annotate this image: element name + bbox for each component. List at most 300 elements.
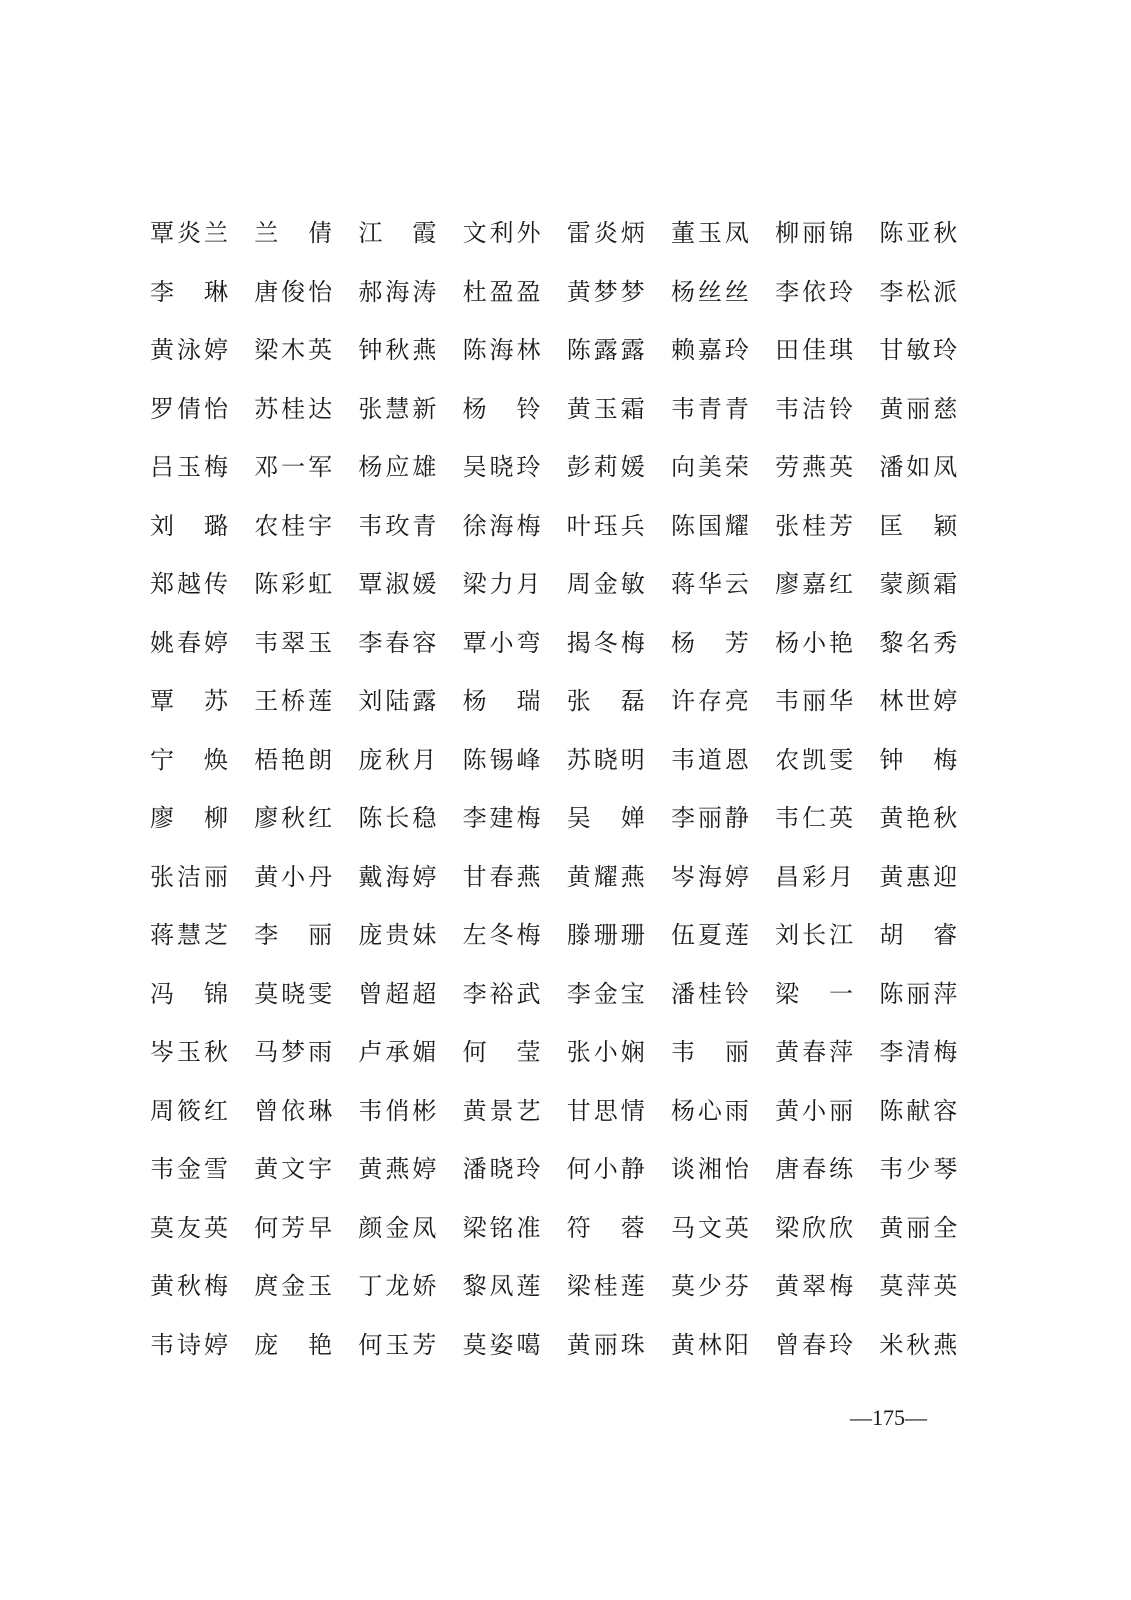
name-text: 谈湘怡 (670, 1155, 749, 1184)
names-grid (150, 204, 958, 1374)
name-cell (567, 511, 671, 541)
name-text: 罗倩怡 (150, 394, 228, 423)
name-row (150, 965, 958, 1024)
name-cell (567, 569, 671, 599)
name-text: 覃小弯 (462, 628, 541, 657)
name-text: 吕玉梅 (150, 453, 228, 482)
name-text: 蒋华云 (670, 570, 749, 599)
name-cell (879, 218, 957, 248)
name-text: 马文英 (670, 1213, 749, 1242)
name-text: 甘敏玲 (879, 336, 958, 365)
name-cell (150, 979, 254, 1009)
name-text: 庞秋月 (358, 745, 437, 774)
name-row (150, 1023, 958, 1082)
name-text: 莫少芬 (670, 1272, 749, 1301)
name-cell (775, 1271, 879, 1301)
name-text: 李 丽 (254, 921, 333, 950)
name-text: 莫友英 (150, 1213, 228, 1242)
name-text: 周筱红 (150, 1096, 228, 1125)
name-text: 黄耀燕 (566, 862, 645, 891)
name-cell (463, 1096, 567, 1126)
name-cell (671, 920, 775, 950)
name-cell (150, 1096, 254, 1126)
name-text: 杨 铃 (462, 394, 541, 423)
name-cell (150, 1037, 254, 1067)
name-text: 董玉凤 (670, 219, 749, 248)
name-text: 曾超超 (358, 979, 437, 1008)
name-text: 覃淑媛 (358, 570, 437, 599)
name-cell (567, 1330, 671, 1360)
name-text: 黎名秀 (879, 628, 958, 657)
name-text: 邓一军 (254, 453, 333, 482)
name-cell (879, 569, 957, 599)
name-text: 兰 倩 (254, 219, 333, 248)
name-text: 黄惠迎 (879, 862, 958, 891)
name-cell (671, 335, 775, 365)
name-row (150, 497, 958, 556)
name-text: 卢承媚 (358, 1038, 437, 1067)
name-cell (567, 1154, 671, 1184)
name-cell (150, 335, 254, 365)
name-text: 钟 梅 (879, 745, 958, 774)
name-cell (463, 511, 567, 541)
name-cell (358, 803, 462, 833)
name-text: 曾依琳 (254, 1096, 333, 1125)
name-text: 莫萍英 (879, 1272, 958, 1301)
name-text: 揭冬梅 (566, 628, 645, 657)
name-cell (358, 1271, 462, 1301)
name-row (150, 1082, 958, 1141)
name-cell (775, 979, 879, 1009)
name-cell (567, 394, 671, 424)
name-text: 许存亮 (670, 687, 749, 716)
name-text: 匡 颖 (879, 511, 958, 540)
name-text: 伍夏莲 (670, 921, 749, 950)
name-text: 雷炎炳 (566, 219, 645, 248)
name-text: 梁力月 (462, 570, 541, 599)
name-cell (150, 452, 254, 482)
name-text: 赖嘉玲 (670, 336, 749, 365)
name-cell (879, 335, 957, 365)
page-number: —175— (850, 1405, 927, 1430)
name-row (150, 263, 958, 322)
name-cell (463, 979, 567, 1009)
name-cell (775, 452, 879, 482)
name-row (150, 789, 958, 848)
name-text: 米秋燕 (879, 1330, 958, 1359)
name-cell (254, 335, 358, 365)
name-cell (879, 1271, 957, 1301)
name-cell (775, 511, 879, 541)
name-text: 滕珊珊 (566, 921, 645, 950)
name-text: 韦洁铃 (775, 394, 854, 423)
name-cell (775, 1213, 879, 1243)
name-text: 庹金玉 (254, 1272, 333, 1301)
name-text: 劳燕英 (775, 453, 854, 482)
name-cell (463, 569, 567, 599)
name-cell (879, 277, 957, 307)
name-cell (150, 277, 254, 307)
name-cell (671, 569, 775, 599)
name-cell (567, 862, 671, 892)
name-text: 韦仁英 (775, 804, 854, 833)
name-text: 向美荣 (670, 453, 749, 482)
name-cell (254, 1271, 358, 1301)
name-text: 覃 苏 (150, 687, 228, 716)
name-text: 陈彩虹 (254, 570, 333, 599)
name-cell (879, 803, 957, 833)
name-text: 黄小丹 (254, 862, 333, 891)
name-text: 柳丽锦 (775, 219, 854, 248)
name-cell (879, 628, 957, 658)
name-cell (775, 862, 879, 892)
name-cell (150, 628, 254, 658)
name-text: 黄梦梦 (566, 277, 645, 306)
name-text: 昌彩月 (775, 862, 854, 891)
name-cell (463, 803, 567, 833)
name-row (150, 1316, 958, 1375)
name-text: 何 莹 (462, 1038, 541, 1067)
name-text: 叶珏兵 (566, 511, 645, 540)
name-cell (671, 1154, 775, 1184)
name-cell (671, 1096, 775, 1126)
name-cell (150, 1213, 254, 1243)
name-row (150, 380, 958, 439)
name-text: 林世婷 (879, 687, 958, 716)
name-cell (775, 218, 879, 248)
name-text: 潘晓玲 (462, 1155, 541, 1184)
name-cell (775, 569, 879, 599)
name-text: 郑越传 (150, 570, 228, 599)
name-cell (463, 335, 567, 365)
name-text: 杨小艳 (775, 628, 854, 657)
name-text: 曾春玲 (775, 1330, 854, 1359)
name-cell (879, 1213, 957, 1243)
name-cell (463, 277, 567, 307)
name-cell (671, 277, 775, 307)
name-cell (254, 1037, 358, 1067)
name-cell (775, 803, 879, 833)
name-cell (463, 745, 567, 775)
name-text: 韦丽华 (775, 687, 854, 716)
name-cell (254, 569, 358, 599)
name-cell (671, 1330, 775, 1360)
name-text: 甘思情 (566, 1096, 645, 1125)
name-cell (567, 920, 671, 950)
name-text: 陈露露 (566, 336, 645, 365)
name-row (150, 848, 958, 907)
name-text: 戴海婷 (358, 862, 437, 891)
name-text: 廖秋红 (254, 804, 333, 833)
name-cell (879, 394, 957, 424)
name-row (150, 321, 958, 380)
name-text: 韦 丽 (670, 1038, 749, 1067)
name-cell (254, 1213, 358, 1243)
name-cell (775, 1037, 879, 1067)
name-cell (254, 920, 358, 950)
name-text: 黄丽慈 (879, 394, 958, 423)
name-cell (671, 394, 775, 424)
name-text: 颜金凤 (358, 1213, 437, 1242)
name-cell (358, 277, 462, 307)
name-text: 张小娴 (566, 1038, 645, 1067)
name-cell (358, 1096, 462, 1126)
name-text: 杨应雄 (358, 453, 437, 482)
name-text: 张桂芳 (775, 511, 854, 540)
name-cell (463, 628, 567, 658)
name-cell (254, 1096, 358, 1126)
name-cell (254, 218, 358, 248)
name-cell (463, 1037, 567, 1067)
name-text: 韦诗婷 (150, 1330, 228, 1359)
name-text: 莫晓雯 (254, 979, 333, 1008)
name-text: 符 蓉 (566, 1213, 645, 1242)
name-cell (150, 803, 254, 833)
name-text: 李依玲 (775, 277, 854, 306)
name-cell (775, 920, 879, 950)
name-text: 黄丽全 (879, 1213, 958, 1242)
name-cell (254, 745, 358, 775)
name-text: 吴晓玲 (462, 453, 541, 482)
name-cell (567, 218, 671, 248)
name-text: 廖 柳 (150, 804, 228, 833)
name-text: 黄春萍 (775, 1038, 854, 1067)
name-text: 姚春婷 (150, 628, 228, 657)
name-text: 潘如凤 (879, 453, 958, 482)
name-text: 黄燕婷 (358, 1155, 437, 1184)
name-text: 韦道恩 (670, 745, 749, 774)
name-cell (879, 1330, 957, 1360)
name-text: 刘长江 (775, 921, 854, 950)
name-cell (254, 628, 358, 658)
name-text: 黄文宇 (254, 1155, 333, 1184)
name-text: 何玉芳 (358, 1330, 437, 1359)
name-text: 左冬梅 (462, 921, 541, 950)
name-text: 丁龙娇 (358, 1272, 437, 1301)
name-text: 梧艳朗 (254, 745, 333, 774)
name-cell (879, 511, 957, 541)
name-cell (463, 452, 567, 482)
name-cell (150, 218, 254, 248)
name-cell (358, 569, 462, 599)
name-cell (567, 1037, 671, 1067)
name-cell (358, 862, 462, 892)
name-cell (358, 745, 462, 775)
name-text: 岑海婷 (670, 862, 749, 891)
name-text: 李丽静 (670, 804, 749, 833)
name-cell (671, 1213, 775, 1243)
name-text: 黄丽珠 (566, 1330, 645, 1359)
name-cell (358, 1330, 462, 1360)
name-cell (671, 745, 775, 775)
name-cell (463, 686, 567, 716)
name-cell (879, 1037, 957, 1067)
name-text: 陈长稳 (358, 804, 437, 833)
name-text: 韦青青 (670, 394, 749, 423)
name-text: 陈海林 (462, 336, 541, 365)
name-text: 周金敏 (566, 570, 645, 599)
name-cell (879, 686, 957, 716)
name-text: 钟秋燕 (358, 336, 437, 365)
name-cell (150, 862, 254, 892)
name-cell (775, 1154, 879, 1184)
name-text: 苏桂达 (254, 394, 333, 423)
name-cell (775, 628, 879, 658)
name-cell (671, 218, 775, 248)
name-text: 韦金雪 (150, 1155, 228, 1184)
name-cell (358, 1213, 462, 1243)
name-text: 杨 瑞 (462, 687, 541, 716)
name-text: 庞 艳 (254, 1330, 333, 1359)
name-text: 韦俏彬 (358, 1096, 437, 1125)
name-text: 张洁丽 (150, 862, 228, 891)
name-cell (254, 277, 358, 307)
name-cell (671, 1037, 775, 1067)
name-text: 梁 一 (775, 979, 854, 1008)
name-cell (150, 1154, 254, 1184)
name-cell (775, 335, 879, 365)
name-cell (879, 452, 957, 482)
name-text: 唐春练 (775, 1155, 854, 1184)
name-cell (567, 686, 671, 716)
name-text: 李裕武 (462, 979, 541, 1008)
name-text: 徐海梅 (462, 511, 541, 540)
name-text: 韦少琴 (879, 1155, 958, 1184)
name-cell (671, 628, 775, 658)
name-text: 韦翠玉 (254, 628, 333, 657)
name-text: 庞贵妹 (358, 921, 437, 950)
name-text: 梁木英 (254, 336, 333, 365)
name-text: 刘 璐 (150, 511, 228, 540)
name-cell (463, 1154, 567, 1184)
name-text: 王桥莲 (254, 687, 333, 716)
name-cell (358, 1154, 462, 1184)
name-row (150, 1257, 958, 1316)
name-cell (671, 452, 775, 482)
name-cell (775, 745, 879, 775)
name-text: 吴 婵 (566, 804, 645, 833)
name-cell (567, 745, 671, 775)
name-cell (567, 1213, 671, 1243)
name-cell (567, 452, 671, 482)
name-cell (463, 1213, 567, 1243)
name-text: 文利外 (462, 219, 541, 248)
name-text: 黄林阳 (670, 1330, 749, 1359)
name-cell (879, 979, 957, 1009)
name-text: 陈亚秋 (879, 219, 958, 248)
name-cell (254, 1330, 358, 1360)
name-cell (671, 686, 775, 716)
name-cell (254, 452, 358, 482)
name-text: 李金宝 (566, 979, 645, 1008)
name-text: 陈献容 (879, 1096, 958, 1125)
name-cell (254, 803, 358, 833)
name-cell (671, 862, 775, 892)
name-text: 黄翠梅 (775, 1272, 854, 1301)
name-text: 覃炎兰 (150, 219, 228, 248)
name-cell (358, 511, 462, 541)
name-row (150, 906, 958, 965)
name-text: 梁欣欣 (775, 1213, 854, 1242)
name-text: 郝海涛 (358, 277, 437, 306)
name-text: 莫姿噶 (462, 1330, 541, 1359)
name-cell (150, 569, 254, 599)
name-row (150, 672, 958, 731)
name-text: 冯 锦 (150, 979, 228, 1008)
name-text: 宁 焕 (150, 745, 228, 774)
name-cell (567, 628, 671, 658)
name-cell (254, 394, 358, 424)
name-cell (671, 1271, 775, 1301)
name-text: 李清梅 (879, 1038, 958, 1067)
name-text: 黄小丽 (775, 1096, 854, 1125)
name-text: 彭莉媛 (566, 453, 645, 482)
name-cell (358, 1037, 462, 1067)
name-text: 何芳早 (254, 1213, 333, 1242)
name-row (150, 1199, 958, 1258)
name-cell (567, 979, 671, 1009)
name-text: 田佳琪 (775, 336, 854, 365)
name-cell (150, 1330, 254, 1360)
name-row (150, 614, 958, 673)
name-text: 苏晓明 (566, 745, 645, 774)
name-cell (567, 335, 671, 365)
name-cell (463, 920, 567, 950)
name-cell (463, 218, 567, 248)
name-cell (358, 628, 462, 658)
name-cell (254, 979, 358, 1009)
name-text: 唐俊怡 (254, 277, 333, 306)
name-cell (879, 1154, 957, 1184)
name-text: 黎凤莲 (462, 1272, 541, 1301)
name-cell (775, 394, 879, 424)
name-cell (567, 1096, 671, 1126)
name-cell (150, 920, 254, 950)
name-cell (671, 803, 775, 833)
name-text: 何小静 (566, 1155, 645, 1184)
name-text: 黄泳婷 (150, 336, 228, 365)
name-text: 张慧新 (358, 394, 437, 423)
name-text: 陈锡峰 (462, 745, 541, 774)
name-text: 农凯雯 (775, 745, 854, 774)
name-cell (567, 277, 671, 307)
name-text: 李 琳 (150, 277, 228, 306)
name-text: 张 磊 (566, 687, 645, 716)
name-text: 黄景艺 (462, 1096, 541, 1125)
name-cell (879, 920, 957, 950)
name-cell (358, 686, 462, 716)
name-row (150, 438, 958, 497)
name-text: 陈国耀 (670, 511, 749, 540)
name-cell (254, 1154, 358, 1184)
name-text: 韦玫青 (358, 511, 437, 540)
name-cell (358, 920, 462, 950)
name-cell (463, 862, 567, 892)
name-text: 杜盈盈 (462, 277, 541, 306)
name-text: 梁铭准 (462, 1213, 541, 1242)
name-cell (358, 452, 462, 482)
name-cell (775, 1330, 879, 1360)
name-row (150, 555, 958, 614)
name-cell (358, 979, 462, 1009)
name-text: 黄艳秋 (879, 804, 958, 833)
name-text: 李松派 (879, 277, 958, 306)
name-cell (254, 686, 358, 716)
name-cell (358, 218, 462, 248)
name-cell (775, 277, 879, 307)
name-text: 蒋慧芝 (150, 921, 228, 950)
name-cell (567, 803, 671, 833)
